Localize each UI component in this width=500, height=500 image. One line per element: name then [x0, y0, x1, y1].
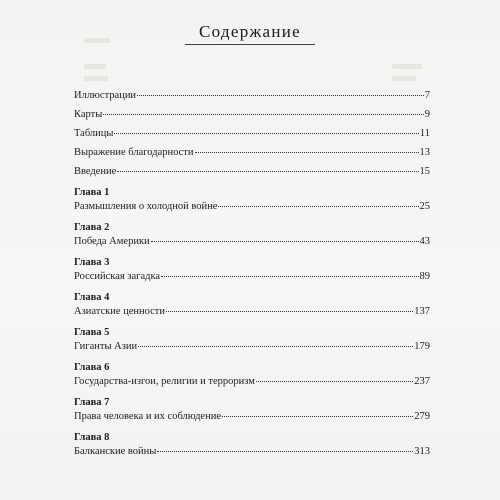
toc-entry-page: 25: [419, 201, 430, 212]
toc-entry-chapter-5[interactable]: [74, 340, 430, 353]
dot-leader: [138, 346, 413, 347]
toc-entry-page: 237: [414, 376, 430, 387]
toc-entry-chapter-3[interactable]: [74, 270, 430, 283]
chapter-heading: Глава 4: [74, 292, 110, 303]
dot-leader: [218, 206, 418, 207]
toc-entry-page: 7: [424, 90, 430, 101]
bleed-through-mark: [392, 76, 416, 81]
toc-entry-page: 279: [414, 411, 430, 422]
page-title: Содержание: [198, 22, 302, 41]
toc-entry-page: 43: [419, 236, 430, 247]
toc-entry-label: Иллюстрации: [74, 90, 137, 101]
toc-entry-page: 137: [414, 306, 430, 317]
toc-entry-chapter-8[interactable]: [74, 445, 430, 458]
title-underline: [185, 44, 315, 45]
toc-entry-page: 313: [414, 446, 430, 457]
dot-leader: [195, 152, 419, 153]
toc-entry-label: Введение: [74, 166, 117, 177]
toc-entry-label: Государства-изгои, религии и терроризм: [74, 376, 255, 387]
toc-entry-label: Права человека и их соблюдение: [74, 411, 221, 422]
toc-entry-tables[interactable]: [74, 127, 430, 140]
toc-entry-label: Размышления о холодной войне: [74, 201, 218, 212]
dot-leader: [117, 171, 418, 172]
toc-entry-chapter-7[interactable]: [74, 410, 430, 423]
dot-leader: [161, 276, 418, 277]
dot-leader: [114, 133, 418, 134]
toc-entry-chapter-4[interactable]: [74, 305, 430, 318]
chapter-heading: Глава 6: [74, 362, 110, 373]
toc-entry-chapter-6[interactable]: [74, 375, 430, 388]
chapter-heading: Глава 1: [74, 187, 110, 198]
toc-entry-label: Выражение благодарности: [74, 147, 194, 158]
toc-entry-label: Таблицы: [74, 128, 114, 139]
bleed-through-mark: [392, 64, 422, 69]
bleed-through-mark: [84, 76, 108, 81]
toc-entry-page: 15: [419, 166, 430, 177]
dot-leader: [137, 95, 424, 96]
bleed-through-mark: [84, 64, 106, 69]
toc-entry-page: 89: [419, 271, 430, 282]
toc-entry-label: Гиганты Азии: [74, 341, 138, 352]
dot-leader: [222, 416, 413, 417]
chapter-heading: Глава 8: [74, 432, 110, 443]
toc-entry-label: Карты: [74, 109, 103, 120]
toc-entry-maps[interactable]: [74, 108, 430, 121]
dot-leader: [166, 311, 413, 312]
toc-entry-label: Победа Америки: [74, 236, 150, 247]
toc-entry-page: 179: [414, 341, 430, 352]
chapter-heading: Глава 3: [74, 257, 110, 268]
toc-entry-chapter-1[interactable]: [74, 200, 430, 213]
toc-entry-page: 9: [424, 109, 430, 120]
toc-entry-introduction[interactable]: [74, 165, 430, 178]
dot-leader: [157, 451, 413, 452]
toc-entry-page: 11: [419, 128, 430, 139]
toc-entry-illustrations[interactable]: [74, 89, 430, 102]
dot-leader: [256, 381, 413, 382]
toc-entry-chapter-2[interactable]: [74, 235, 430, 248]
table-of-contents: [74, 89, 430, 458]
chapter-heading: Глава 2: [74, 222, 110, 233]
chapter-heading: Глава 5: [74, 327, 110, 338]
chapter-heading: Глава 7: [74, 397, 110, 408]
toc-entry-acknowledgements[interactable]: [74, 146, 430, 159]
toc-entry-label: Азиатские ценности: [74, 306, 166, 317]
toc-entry-label: Балканские войны: [74, 446, 157, 457]
toc-entry-page: 13: [419, 147, 430, 158]
toc-entry-label: Российская загадка: [74, 271, 161, 282]
dot-leader: [151, 241, 419, 242]
dot-leader: [103, 114, 423, 115]
